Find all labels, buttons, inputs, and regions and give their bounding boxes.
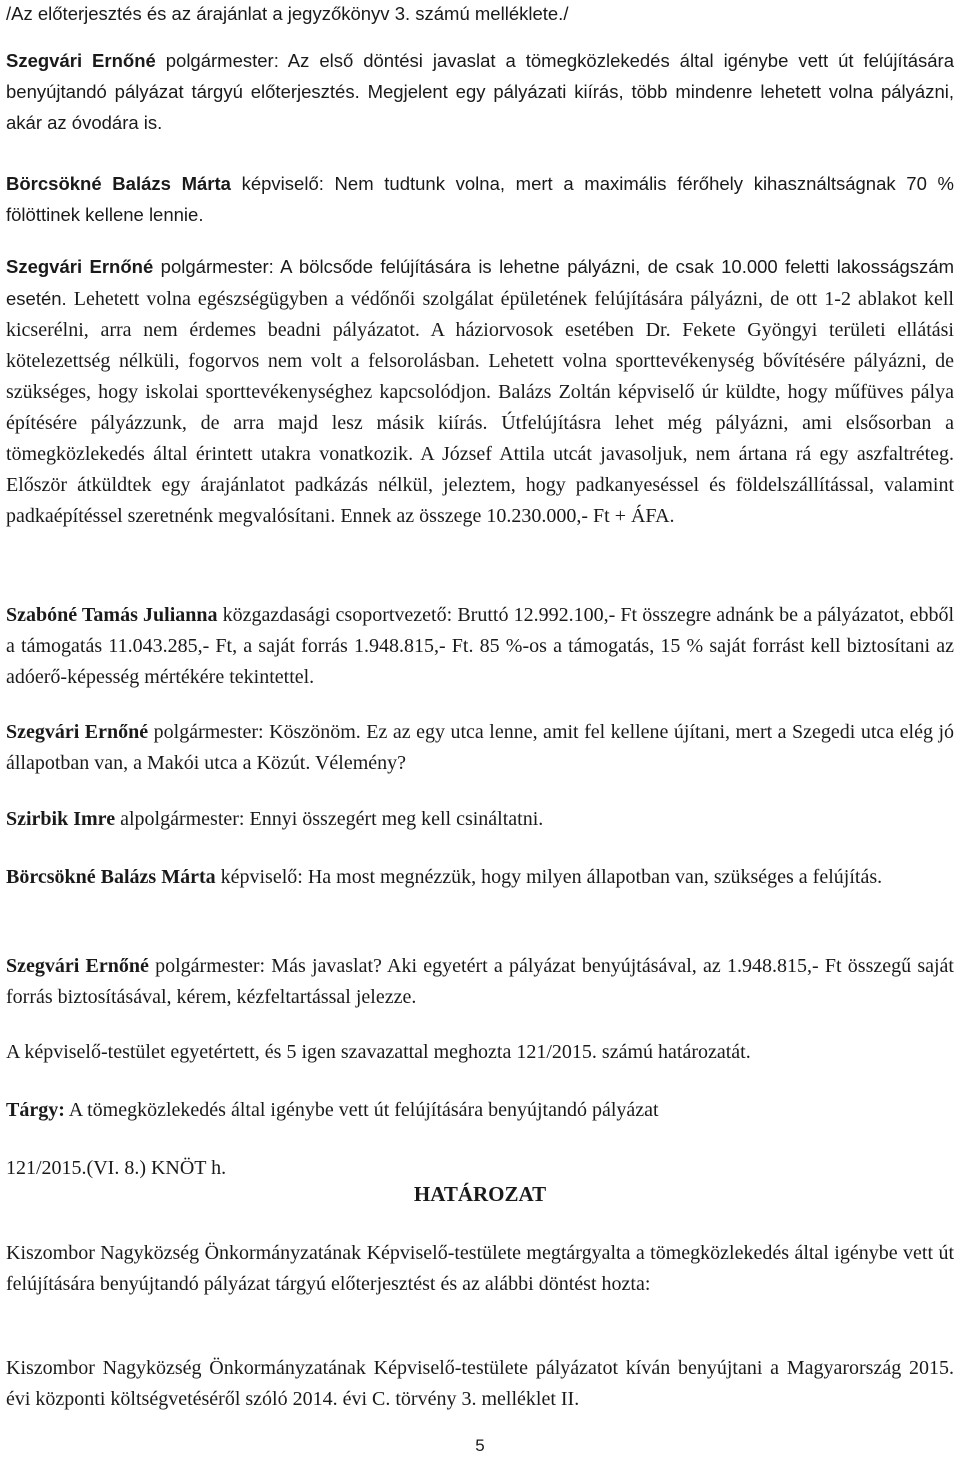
paragraph-7 [6, 862, 954, 893]
paragraph-3 [6, 251, 954, 532]
paragraph-1 [6, 45, 954, 138]
resolution-heading: HATÁROZAT [413, 1182, 547, 1206]
speaker-name: Szegvári Ernőné [6, 955, 149, 977]
speaker-name: Szegvári Ernőné [6, 721, 149, 743]
paragraph-8 [6, 951, 954, 1013]
header-note: /Az előterjesztés és az árajánlat a jegyzőkönyv 3. számú melléklete./ [6, 3, 569, 24]
speaker-name: Szabóné Tamás Julianna [6, 604, 218, 626]
speaker-name: Szegvári Ernőné [6, 50, 156, 71]
paragraph-text-continued: Lehetett volna egészségügyben a védőnői szolgálat épületének felújítására pályázni, de ott 1-2 ablakot kell kicserélni, arra nem érdemes beadni pályázatot. A háziorvosok esetében Dr. Fekete Gyöngyi területi ellátási kötelezettség nélküli, fogorvos nem volt a felsorolásban. Lehetett volna sporttevékenység bővítésére pályázni, de szükséges, hogy iskolai sporttevékenységhez kapcsolódjon. Balázs Zoltán képviselő úr küldte, hogy műfüves pálya építésére pályázzunk, de arra majd lesz másik kiírás. Útfelújításra lehet még pályázni, ami elsősorban a tömegközlekedés által érintett utakra vonatkozik. A József Attila utcát javasoljuk, nem ártana rá egy aszfaltréteg. Először átküldtek egy árajánlatot padkázás nélkül, jeleztem, hogy padkanyeséssel és földelszállítással, valamint padkaépítéssel szeretnénk megvalósítani. Ennek az összege 10.230.000,- Ft + ÁFA. [6, 288, 954, 527]
subject-text: A tömegközlekedés által igénybe vett út felújítására benyújtandó pályázat [64, 1099, 659, 1121]
subject-label: Tárgy: [6, 1099, 65, 1121]
paragraph-6 [6, 804, 954, 835]
speaker-name: Börcsökné Balázs Márta [6, 173, 231, 194]
paragraph-text: képviselő: Nem tudtunk volna, mert a maximális férőhely kihasználtságnak 70 % fölöttinek kellene lennie. [6, 173, 954, 225]
resolution-number: 121/2015.(VI. 8.) KNÖT h. [6, 1157, 227, 1179]
paragraph-text: polgármester: A bölcsőde felújítására is lehetne pályázni, de csak 10.000 feletti lakosságszám esetén. [6, 256, 954, 309]
paragraph-text: polgármester: Más javaslat? Aki egyetért a pályázat benyújtásával, az 1.948.815,- Ft összegű saját forrás biztosításával, kérem, kézfeltartással jelezze. [6, 955, 954, 1008]
speaker-name: Börcsökné Balázs Márta [6, 866, 216, 888]
paragraph-text: közgazdasági csoportvezető: Bruttó 12.992.100,- Ft összegre adnánk be a pályázatot, ebből a támogatás 11.043.285,- Ft, a saját forrás 1.948.815,- Ft. 85 %-os a támogatás, 15 % saját forrást kell biztosítani az adóerő-képesség mértékére tekintettel. [6, 604, 954, 688]
resolution-paragraph-1: Kiszombor Nagyközség Önkormányzatának Képviselő-testülete megtárgyalta a tömegközlekedés által igénybe vett út felújítására benyújtandó pályázat tárgyú előterjesztést és az alábbi döntést hozta: [6, 1242, 954, 1295]
paragraph-text: polgármester: Köszönöm. Ez az egy utca lenne, amit fel kellene újítani, mert a Szegedi utca elég jó állapotban van, a Makói utca a Közút. Vélemény? [6, 721, 954, 774]
paragraph-5 [6, 717, 954, 779]
subject-line [6, 1095, 954, 1126]
vote-result: A képviselő-testület egyetértett, és 5 igen szavazattal meghozta 121/2015. számú határozatát. [6, 1041, 751, 1063]
paragraph-text: polgármester: Az első döntési javaslat a tömegközlekedés által igénybe vett út felújítására benyújtandó pályázat tárgyú előterjesztés. Megjelent egy pályázati kiírás, több mindenre lehetett volna pályázni, akár az óvodára is. [6, 50, 954, 133]
speaker-name: Szirbik Imre [6, 808, 116, 830]
resolution-paragraph-2: Kiszombor Nagyközség Önkormányzatának Képviselő-testülete pályázatot kíván benyújtani a Magyarország 2015. évi központi költségvetéséről szóló 2014. évi C. törvény 3. melléklet II. [6, 1357, 954, 1410]
paragraph-4 [6, 600, 954, 693]
paragraph-text: alpolgármester: Ennyi összegért meg kell csináltatni. [115, 808, 544, 830]
page-number: 5 [475, 1436, 485, 1455]
paragraph-2 [6, 168, 954, 230]
speaker-name: Szegvári Ernőné [6, 256, 154, 277]
paragraph-text: képviselő: Ha most megnézzük, hogy milyen állapotban van, szükséges a felújítás. [215, 866, 883, 888]
